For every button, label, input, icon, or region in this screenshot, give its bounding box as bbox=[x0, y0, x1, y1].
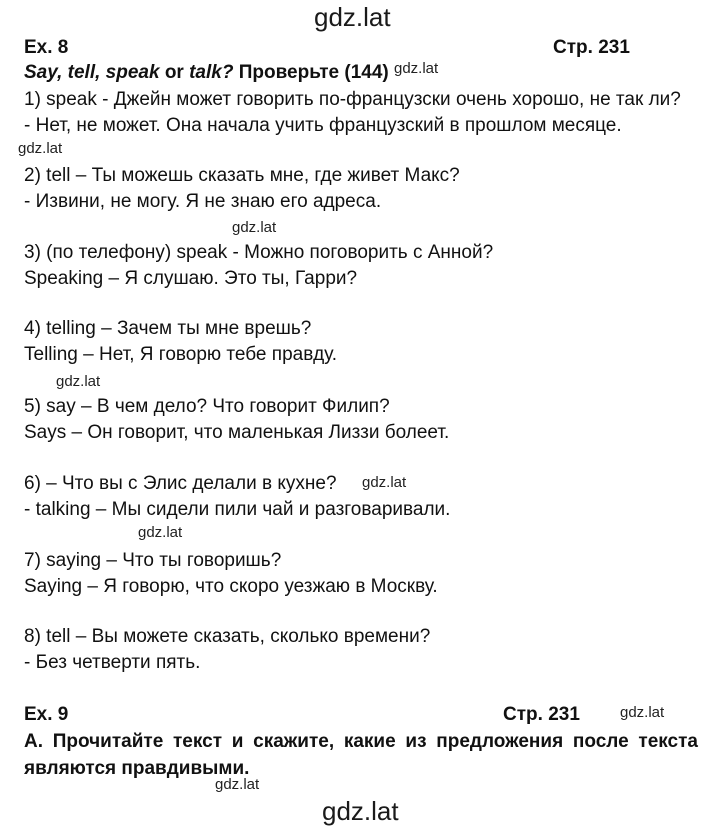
answer-line: - Извини, не могу. Я не знаю его адреса. bbox=[24, 191, 382, 212]
watermark: gdz.lat bbox=[138, 524, 183, 541]
watermark: gdz.lat bbox=[18, 140, 63, 157]
exercise-8-page-label: Стр. 231 bbox=[553, 37, 630, 58]
answer-line: Saying – Я говорю, что скоро уезжаю в Москву. bbox=[24, 576, 438, 597]
task-or: or bbox=[159, 62, 190, 83]
answer-line: - talking – Мы сидели пили чай и разговаривали. bbox=[24, 499, 451, 520]
watermark: gdz.lat bbox=[232, 219, 277, 236]
exercise-8-task bbox=[24, 61, 389, 85]
answer-line: Speaking – Я слушаю. Это ты, Гарри? bbox=[24, 268, 358, 289]
answer-line: 7) saying – Что ты говоришь? bbox=[24, 550, 282, 571]
watermark-top: gdz.lat bbox=[314, 2, 391, 32]
task-talk: talk? bbox=[189, 62, 234, 83]
watermark: gdz.lat bbox=[215, 776, 260, 793]
answer-line: Says – Он говорит, что маленькая Лиззи болеет. bbox=[24, 422, 450, 443]
exercise-8-label: Ex. 8 bbox=[24, 37, 69, 58]
answer-line: 3) (по телефону) speak - Можно поговорить с Анной? bbox=[24, 242, 494, 263]
watermark: gdz.lat bbox=[362, 474, 407, 491]
exercise-9-page-label: Стр. 231 bbox=[503, 704, 580, 725]
exercise-9-task: A. Прочитайте текст и скажите, какие из предложения после текста являются правдивыми. bbox=[24, 731, 698, 779]
answer-line: 1) speak - Джейн может говорить по-французски очень хорошо, не так ли? bbox=[24, 89, 681, 110]
answer-line: 5) say – В чем дело? Что говорит Филип? bbox=[24, 396, 390, 417]
watermark: gdz.lat bbox=[394, 60, 439, 77]
answer-line: 4) telling – Зачем ты мне врешь? bbox=[24, 318, 312, 339]
answer-line: - Нет, не может. Она начала учить французский в прошлом месяце. bbox=[24, 115, 622, 136]
answer-line: - Без четверти пять. bbox=[24, 652, 201, 673]
exercise-9-label: Ex. 9 bbox=[24, 704, 69, 725]
watermark: gdz.lat bbox=[56, 373, 101, 390]
answer-line: 8) tell – Вы можете сказать, сколько времени? bbox=[24, 626, 431, 647]
task-check: Проверьте (144) bbox=[233, 62, 389, 83]
watermark-bottom: gdz.lat bbox=[322, 796, 399, 826]
answer-line: 6) – Что вы с Элис делали в кухне? bbox=[24, 473, 337, 494]
answer-line: 2) tell – Ты можешь сказать мне, где живет Макс? bbox=[24, 165, 460, 186]
answer-line: Telling – Нет, Я говорю тебе правду. bbox=[24, 344, 338, 365]
watermark: gdz.lat bbox=[620, 704, 665, 721]
task-words: Say, tell, speak bbox=[24, 62, 160, 83]
